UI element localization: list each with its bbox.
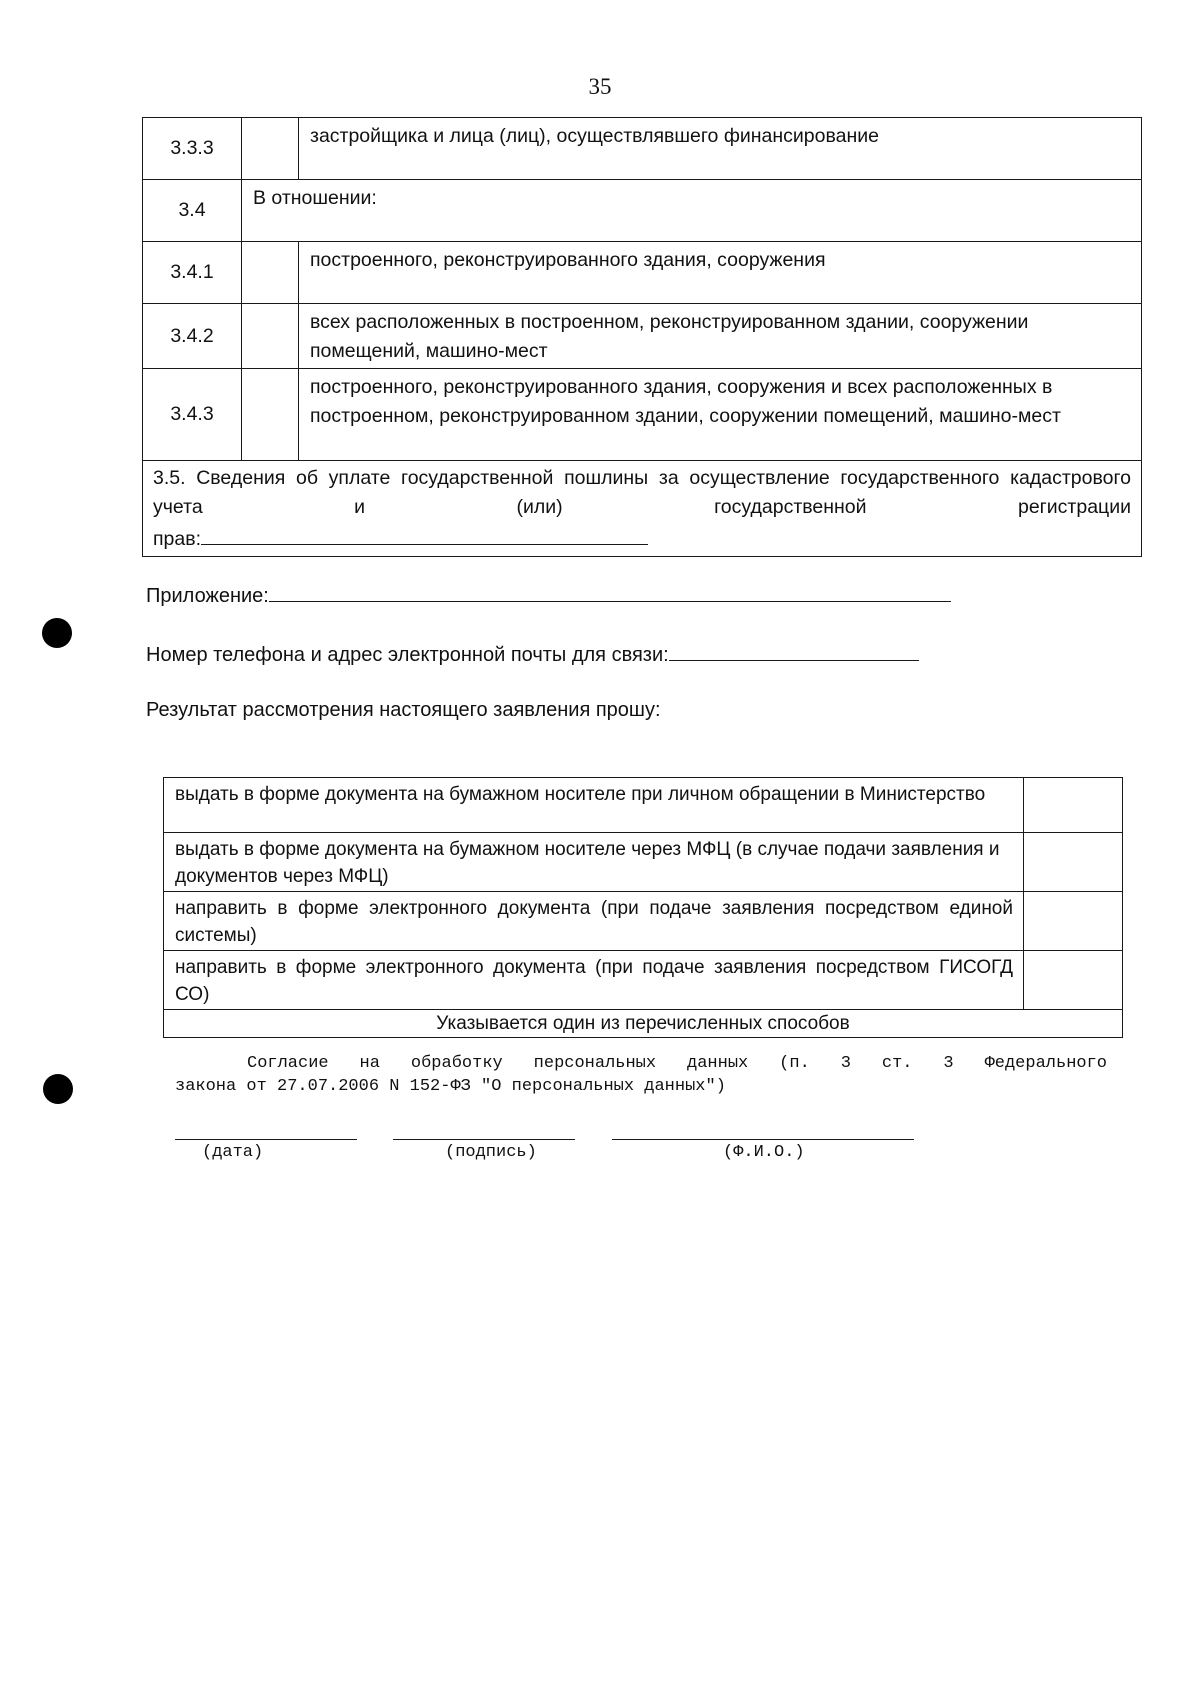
result-option-checkbox[interactable] <box>1024 892 1123 951</box>
table-row <box>143 180 1142 242</box>
date-signature-line[interactable] <box>175 1139 357 1140</box>
table-row <box>143 118 1142 180</box>
row-text: построенного, реконструированного здания, сооружения <box>299 242 1142 304</box>
attachment-label: Приложение: <box>146 585 269 607</box>
consent-line-1: Согласие на обработку персональных данных (п. 3 ст. 3 Федерального <box>247 1054 1107 1073</box>
punch-hole <box>43 1074 73 1104</box>
state-duty-input[interactable] <box>201 522 648 545</box>
result-option-text: выдать в форме документа на бумажном носителе при личном обращении в Министерство <box>164 778 1024 833</box>
checkbox-cell[interactable] <box>242 242 299 304</box>
attachment-field <box>146 581 951 608</box>
result-heading: Результат рассмотрения настоящего заявления прошу: <box>146 699 661 721</box>
row-text: В отношении: <box>242 180 1142 242</box>
row-number: 3.4 <box>143 180 242 242</box>
row-number: 3.4.3 <box>143 369 242 461</box>
table-row <box>164 778 1123 833</box>
row-text: построенного, реконструированного здания, сооружения и всех расположенных в построенном, реконструированном здании, сооружении помещений, машино-мест <box>299 369 1142 461</box>
table-row <box>143 242 1142 304</box>
result-option-text: выдать в форме документа на бумажном носителе через МФЦ (в случае подачи заявления и документов через МФЦ) <box>164 833 1024 892</box>
state-duty-text: 3.5. Сведения об уплате государственной пошлины за осуществление государственного кадастрового учета и (или) государственной регистрации <box>153 467 1131 518</box>
row-text: всех расположенных в построенном, реконструированном здании, сооружении помещений, машино-мест <box>299 304 1142 369</box>
row-text: застройщика и лица (лиц), осуществлявшего финансирование <box>299 118 1142 180</box>
table-row <box>143 369 1142 461</box>
contact-field <box>146 640 919 667</box>
name-signature-line[interactable] <box>612 1139 914 1140</box>
result-option-checkbox[interactable] <box>1024 778 1123 833</box>
checkbox-cell[interactable] <box>242 304 299 369</box>
sign-label: (подпись) <box>445 1143 537 1162</box>
result-option-checkbox[interactable] <box>1024 951 1123 1010</box>
consent-block <box>175 1052 1107 1098</box>
result-option-text: направить в форме электронного документа (при подаче заявления посредством единой системы) <box>164 892 1024 951</box>
application-table <box>142 117 1142 557</box>
checkbox-cell[interactable] <box>242 369 299 461</box>
punch-hole <box>42 618 72 648</box>
table-row <box>143 304 1142 369</box>
table-row <box>164 833 1123 892</box>
date-label: (дата) <box>202 1143 264 1162</box>
contact-input[interactable] <box>669 640 919 661</box>
state-duty-cell <box>143 461 1142 557</box>
result-option-checkbox[interactable] <box>1024 833 1123 892</box>
row-number: 3.4.2 <box>143 304 242 369</box>
result-note: Указывается один из перечисленных способов <box>164 1010 1123 1038</box>
name-label: (Ф.И.О.) <box>723 1143 805 1162</box>
contact-label: Номер телефона и адрес электронной почты для связи: <box>146 644 669 666</box>
attachment-input[interactable] <box>269 581 951 602</box>
table-row <box>164 1010 1123 1038</box>
state-duty-tail: прав: <box>153 528 202 550</box>
table-row <box>164 892 1123 951</box>
checkbox-cell[interactable] <box>242 118 299 180</box>
sign-signature-line[interactable] <box>393 1139 575 1140</box>
row-number: 3.3.3 <box>143 118 242 180</box>
page-number: 35 <box>588 74 612 99</box>
result-options-table <box>163 777 1123 1038</box>
table-row <box>164 951 1123 1010</box>
table-row <box>143 461 1142 557</box>
row-number: 3.4.1 <box>143 242 242 304</box>
consent-line-2: закона от 27.07.2006 N 152-ФЗ "О персональных данных") <box>175 1077 726 1096</box>
result-option-text: направить в форме электронного документа (при подаче заявления посредством ГИСОГД СО) <box>164 951 1024 1010</box>
